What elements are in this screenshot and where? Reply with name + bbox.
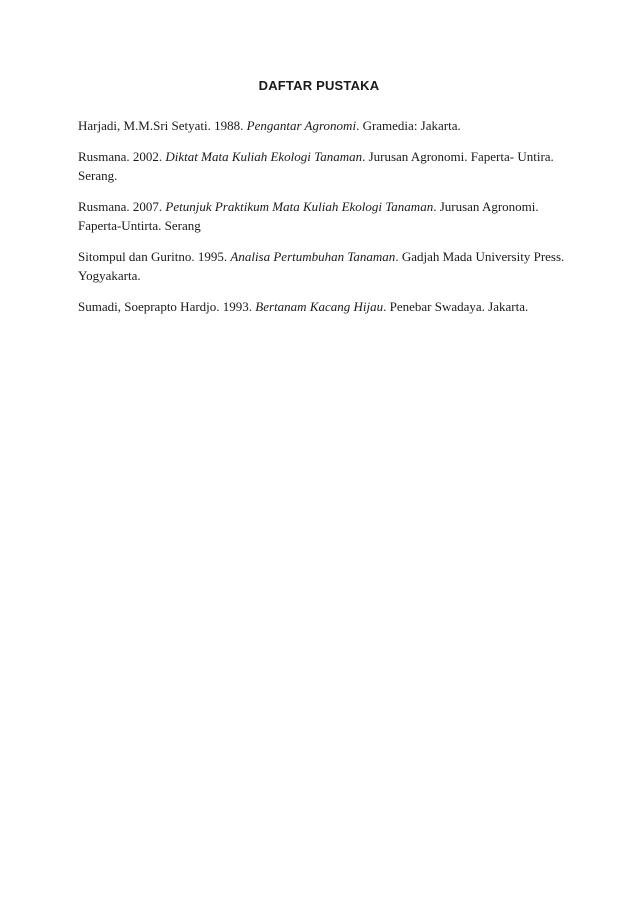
reference-title: Analisa Pertumbuhan Tanaman: [230, 249, 396, 264]
reference-item: [78, 297, 568, 316]
reference-author-year: Rusmana. 2002.: [78, 149, 166, 164]
reference-item: [78, 197, 568, 235]
reference-item: [78, 147, 568, 185]
reference-list: [78, 116, 568, 328]
reference-title: Bertanam Kacang Hijau: [255, 299, 384, 314]
reference-publisher: . Gadjah Mada University Press. Yogyakarta.: [78, 249, 565, 283]
page-title: DAFTAR PUSTAKA: [258, 78, 380, 93]
reference-publisher: . Penebar Swadaya. Jakarta.: [383, 299, 529, 314]
reference-title: Diktat Mata Kuliah Ekologi Tanaman: [165, 149, 363, 164]
reference-title: Petunjuk Praktikum Mata Kuliah Ekologi Tanaman: [165, 199, 434, 214]
reference-publisher: . Jurusan Agronomi. Faperta-Untirta. Serang: [78, 199, 539, 233]
reference-author-year: Sumadi, Soeprapto Hardjo. 1993.: [78, 299, 256, 314]
reference-author-year: Sitompul dan Guritno. 1995.: [78, 249, 231, 264]
reference-item: [78, 116, 568, 135]
reference-publisher: . Jurusan Agronomi. Faperta- Untira. Serang.: [78, 149, 554, 183]
reference-title: Pengantar Agronomi: [246, 118, 357, 133]
reference-author-year: Rusmana. 2007.: [78, 199, 166, 214]
reference-author-year: Harjadi, M.M.Sri Setyati. 1988.: [78, 118, 247, 133]
reference-item: [78, 247, 568, 285]
reference-publisher: . Gramedia: Jakarta.: [356, 118, 461, 133]
